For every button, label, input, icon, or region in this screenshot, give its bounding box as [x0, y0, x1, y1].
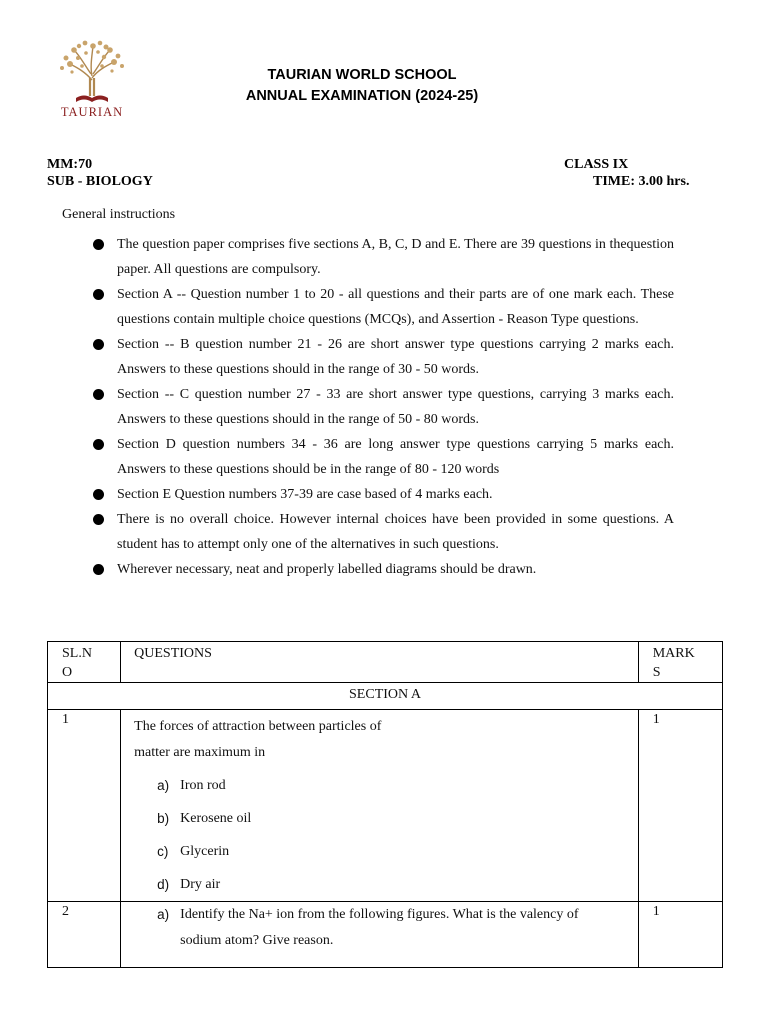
question-text	[121, 902, 638, 954]
instruction-item	[0, 482, 674, 507]
marks-header-line: MARK	[652, 646, 695, 661]
logo-text: TAURIAN	[60, 105, 124, 119]
bullet-icon	[93, 564, 104, 575]
question-table	[47, 641, 723, 968]
option-text: Kerosene oil	[180, 811, 252, 826]
table-row	[48, 902, 723, 968]
instruction-text: Section -- C question number 27 - 33 are short answer type questions, carrying 3 marks each. Answers to these questions should in the range of 50 - 80 words.	[117, 387, 674, 427]
option-letter: a)	[157, 907, 170, 922]
question-cell	[121, 902, 639, 968]
instruction-text: Wherever necessary, neat and properly labelled diagrams should be drawn.	[117, 562, 537, 577]
option-a	[121, 769, 638, 802]
bullet-icon	[93, 289, 104, 300]
option-c	[121, 835, 638, 868]
bullet-icon	[93, 514, 104, 525]
school-name: TAURIAN WORLD SCHOOL	[267, 67, 457, 83]
question-marks: 1	[638, 710, 722, 902]
question-number: 1	[48, 710, 121, 902]
question-number: 2	[48, 902, 121, 968]
slno-header	[48, 642, 121, 683]
slno-header-line: O	[62, 665, 73, 680]
slno-header-line: SL.N	[62, 646, 92, 661]
instruction-item	[0, 557, 674, 582]
instruction-text: Section A -- Question number 1 to 20 - all questions and their parts are of one mark each. These questions contain multiple choice questions (MCQs), and Assertion - Reason Type questions.	[117, 287, 674, 327]
bullet-icon	[93, 389, 104, 400]
instructions-list	[0, 232, 768, 582]
time-label: TIME: 3.00 hrs.	[593, 174, 690, 189]
question-marks: 1	[638, 902, 722, 968]
option-letter: b)	[157, 811, 170, 826]
option-text: Glycerin	[180, 844, 230, 859]
option-letter: c)	[157, 844, 169, 859]
option-d	[121, 868, 638, 901]
table-row	[48, 710, 723, 902]
question-line: The forces of attraction between particles of	[134, 719, 382, 734]
class-label: CLASS IX	[564, 157, 629, 172]
table-header-row	[48, 642, 723, 683]
instruction-text: There is no overall choice. However internal choices have been provided in some questions. A student has to attempt only one of the alternatives in such questions.	[117, 512, 674, 552]
section-a-heading: SECTION A	[48, 683, 723, 710]
instruction-text: Section E Question numbers 37-39 are case based of 4 marks each.	[117, 487, 493, 502]
exam-title: ANNUAL EXAMINATION (2024-25)	[245, 88, 479, 104]
max-marks: MM:70	[47, 157, 93, 172]
instruction-item	[0, 232, 674, 282]
questions-header: QUESTIONS	[121, 642, 639, 683]
bullet-icon	[93, 439, 104, 450]
instruction-text: The question paper comprises five sections A, B, C, D and E. There are 39 questions in thequestion paper. All questions are compulsory.	[117, 237, 674, 277]
question-cell	[121, 710, 639, 902]
instruction-item	[0, 432, 674, 482]
option-text: Iron rod	[180, 778, 226, 793]
instruction-item	[0, 507, 674, 557]
instruction-text: Section -- B question number 21 - 26 are short answer type questions carrying 2 marks each. Answers to these questions should in the range of 30 - 50 words.	[117, 337, 674, 377]
instruction-text: Section D question numbers 34 - 36 are long answer type questions carrying 5 marks each. Answers to these questions should be in the range of 80 - 120 words	[117, 437, 674, 477]
marks-header	[638, 642, 722, 683]
question-line: matter are maximum in	[134, 745, 266, 760]
subject: SUB - BIOLOGY	[47, 174, 153, 189]
option-letter: d)	[157, 877, 170, 892]
option-letter: a)	[157, 778, 170, 793]
bullet-icon	[93, 489, 104, 500]
marks-header-line: S	[652, 665, 661, 680]
instructions-heading: General instructions	[62, 207, 176, 222]
option-text: Dry air	[180, 877, 221, 892]
instruction-item	[0, 382, 674, 432]
instruction-item	[0, 282, 674, 332]
question-line: Identify the Na+ ion from the following figures. What is the valency of sodium atom? Give reason.	[180, 907, 579, 948]
option-b	[121, 802, 638, 835]
question-text	[121, 710, 638, 766]
bullet-icon	[93, 339, 104, 350]
bullet-icon	[93, 239, 104, 250]
section-row	[48, 683, 723, 710]
instruction-item	[0, 332, 674, 382]
